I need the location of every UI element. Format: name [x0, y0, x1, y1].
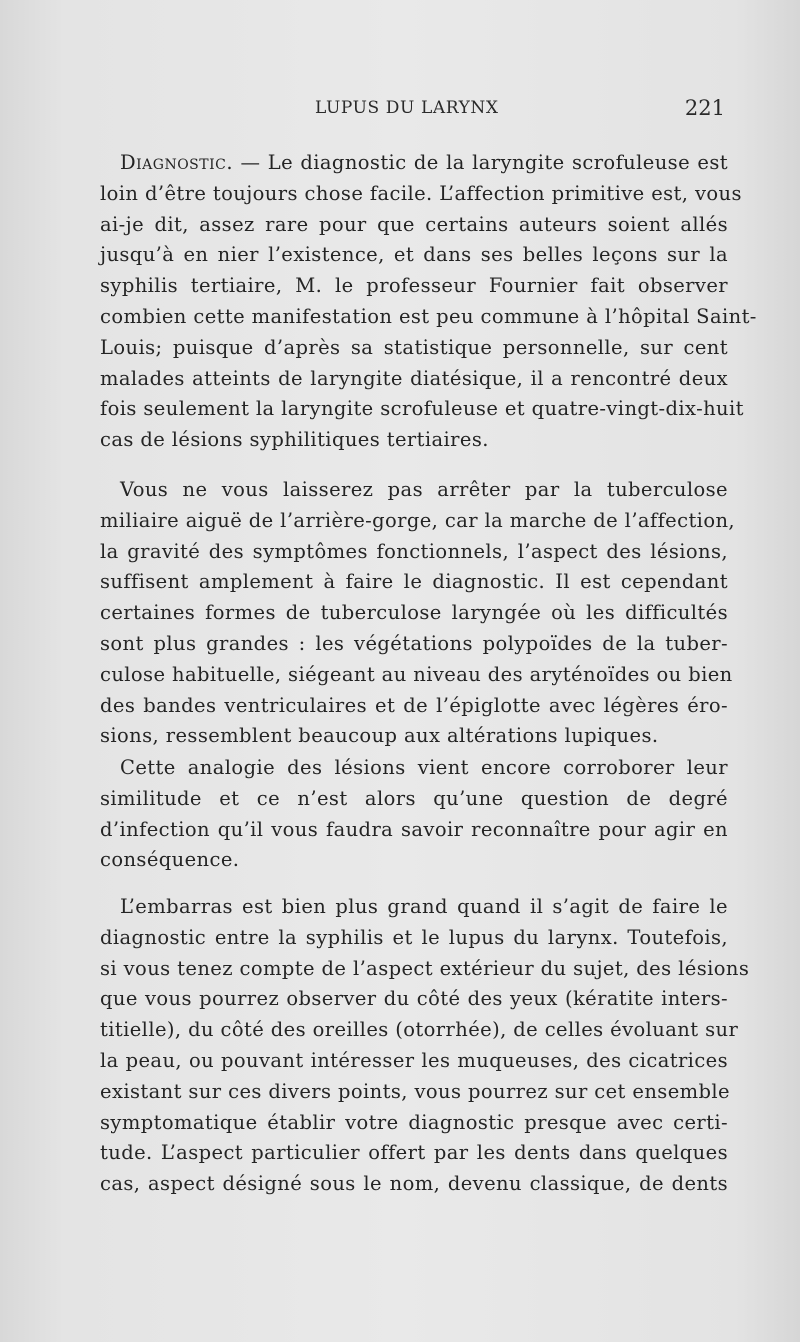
paragraph-line: Cette analogie des lésions vient encore corroborer leur [120, 756, 728, 779]
paragraph-line: titielle), du côté des oreilles (otorrhée), de celles évoluant sur [100, 1018, 739, 1042]
paragraph-line: conséquence. [100, 848, 240, 872]
paragraph-line: sont plus grandes : les végétations polypoïdes de la tuber- [100, 631, 728, 655]
paragraph-line: suffisent amplement à faire le diagnostic. Il est cependant [100, 570, 728, 594]
paragraph-line: la peau, ou pouvant intéresser les muqueuses, des cicatrices [100, 1048, 728, 1072]
running-head [100, 96, 725, 126]
paragraph-line: malades atteints de laryngite diatésique, il a rencontré deux [100, 366, 728, 390]
section-lead: Diagnostic. [120, 151, 234, 174]
paragraph-line: fois seulement la laryngite scrofuleuse et quatre-vingt-dix-huit [100, 397, 744, 421]
paragraph-analogie [100, 753, 728, 876]
paragraph-line: L’embarras est bien plus grand quand il s’agit de faire le [120, 895, 728, 918]
paragraph-line: culose habituelle, siégeant au niveau des aryténoïdes ou bien [100, 662, 733, 686]
page-number: 221 [684, 96, 725, 120]
paragraph-line: Vous ne vous laisserez pas arrêter par la tuberculose [120, 478, 728, 501]
paragraph-line: des bandes ventriculaires et de l’épiglotte avec légères éro- [100, 693, 728, 717]
paragraph-line: cas de lésions syphilitiques tertiaires. [100, 428, 489, 452]
paragraph-line: la gravité des symptômes fonctionnels, l’aspect des lésions, [100, 539, 728, 563]
running-title: LUPUS DU LARYNX [315, 98, 499, 118]
paragraph-line: loin d’être toujours chose facile. L’affection primitive est, vous [100, 181, 742, 205]
paragraph-line: jusqu’à en nier l’existence, et dans ses belles leçons sur la [100, 243, 728, 267]
paragraph-line: existant sur ces divers points, vous pourrez sur cet ensemble [100, 1079, 730, 1103]
paragraph-line: combien cette manifestation est peu commune à l’hôpital Saint- [100, 304, 757, 328]
paragraph-line: miliaire aiguë de l’arrière-gorge, car la marche de l’affection, [100, 508, 736, 532]
paragraph-line: que vous pourrez observer du côté des yeux (kératite inters- [100, 987, 728, 1011]
paragraph-line: Louis; puisque d’après sa statistique personnelle, sur cent [100, 335, 728, 359]
paragraph-line: certaines formes de tuberculose laryngée où les difficultés [100, 601, 728, 625]
paragraph-line: d’infection qu’il vous faudra savoir reconnaître pour agir en [100, 817, 728, 841]
paragraph-embarras [100, 892, 750, 1200]
paragraph-line: symptomatique établir votre diagnostic presque avec certi- [100, 1110, 728, 1134]
paragraph-line: ai-je dit, assez rare pour que certains auteurs soient allés [100, 212, 728, 236]
paragraph-line: tude. L’aspect particulier offert par les dents dans quelques [100, 1141, 728, 1165]
paragraph-line: sions, ressemblent beaucoup aux altérations lupiques. [100, 724, 659, 748]
paragraph-line: Diagnostic. — Le diagnostic de la laryngite scrofuleuse est [120, 151, 728, 174]
paragraph-line: syphilis tertiaire, M. le professeur Fournier fait observer [100, 274, 728, 298]
paragraph-diagnostic [100, 148, 757, 456]
paragraph-tuberculose [100, 475, 736, 752]
paragraph-line: si vous tenez compte de l’aspect extérieur du sujet, des lésions [100, 956, 750, 980]
paragraph-line: cas, aspect désigné sous le nom, devenu classique, de dents [100, 1172, 728, 1196]
paragraph-line: similitude et ce n’est alors qu’une question de degré [100, 786, 728, 810]
paragraph-line: diagnostic entre la syphilis et le lupus du larynx. Toutefois, [100, 925, 728, 949]
